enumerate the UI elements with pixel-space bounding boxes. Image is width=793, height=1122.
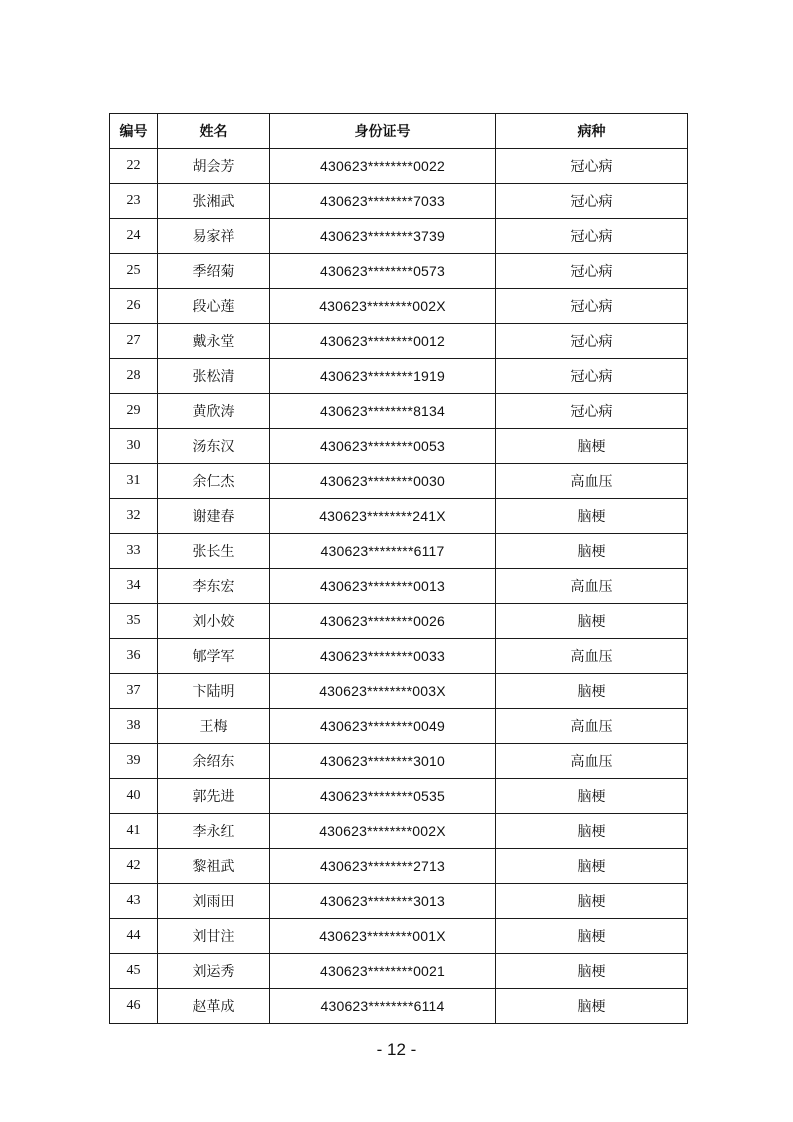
row-disease: 冠心病	[496, 394, 688, 429]
row-disease: 脑梗	[496, 674, 688, 709]
table-row	[110, 954, 688, 989]
row-id-number: 430623********0013	[270, 569, 496, 604]
row-number: 43	[110, 884, 158, 919]
table-row	[110, 814, 688, 849]
row-name: 郭先进	[158, 779, 270, 814]
row-id-number: 430623********002X	[270, 289, 496, 324]
row-number: 28	[110, 359, 158, 394]
table-header-row	[110, 114, 688, 149]
row-name: 刘雨田	[158, 884, 270, 919]
row-id-number: 430623********2713	[270, 849, 496, 884]
row-disease: 冠心病	[496, 359, 688, 394]
roster-table	[109, 113, 688, 1024]
row-disease: 高血压	[496, 464, 688, 499]
row-name: 郇学军	[158, 639, 270, 674]
row-id-number: 430623********001X	[270, 919, 496, 954]
table-row	[110, 394, 688, 429]
table-row	[110, 464, 688, 499]
table-row	[110, 989, 688, 1024]
row-number: 38	[110, 709, 158, 744]
table-row	[110, 324, 688, 359]
row-name: 段心莲	[158, 289, 270, 324]
row-disease: 脑梗	[496, 779, 688, 814]
table-row	[110, 149, 688, 184]
row-name: 黎祖武	[158, 849, 270, 884]
row-number: 29	[110, 394, 158, 429]
table-row	[110, 604, 688, 639]
row-number: 40	[110, 779, 158, 814]
row-id-number: 430623********241X	[270, 499, 496, 534]
row-name: 卞陆明	[158, 674, 270, 709]
table-row	[110, 674, 688, 709]
row-id-number: 430623********7033	[270, 184, 496, 219]
header-id-number: 身份证号	[270, 114, 496, 149]
row-name: 李东宏	[158, 569, 270, 604]
row-disease: 冠心病	[496, 149, 688, 184]
table-row	[110, 534, 688, 569]
row-name: 刘运秀	[158, 954, 270, 989]
row-disease: 冠心病	[496, 219, 688, 254]
row-id-number: 430623********0535	[270, 779, 496, 814]
row-number: 24	[110, 219, 158, 254]
row-number: 41	[110, 814, 158, 849]
row-id-number: 430623********0033	[270, 639, 496, 674]
row-id-number: 430623********002X	[270, 814, 496, 849]
row-name: 汤东汉	[158, 429, 270, 464]
row-disease: 冠心病	[496, 289, 688, 324]
table-row	[110, 429, 688, 464]
table-row	[110, 254, 688, 289]
row-name: 王梅	[158, 709, 270, 744]
row-name: 季绍菊	[158, 254, 270, 289]
row-number: 26	[110, 289, 158, 324]
row-number: 22	[110, 149, 158, 184]
table-row	[110, 639, 688, 674]
table-row	[110, 849, 688, 884]
row-id-number: 430623********8134	[270, 394, 496, 429]
row-id-number: 430623********6114	[270, 989, 496, 1024]
table-row	[110, 919, 688, 954]
table-row	[110, 219, 688, 254]
row-number: 33	[110, 534, 158, 569]
row-disease: 脑梗	[496, 884, 688, 919]
row-number: 34	[110, 569, 158, 604]
page-number: - 12 -	[376, 1040, 417, 1059]
table-row	[110, 884, 688, 919]
row-name: 戴永堂	[158, 324, 270, 359]
header-name: 姓名	[158, 114, 270, 149]
row-name: 谢建春	[158, 499, 270, 534]
row-disease: 脑梗	[496, 919, 688, 954]
row-id-number: 430623********0022	[270, 149, 496, 184]
row-name: 李永红	[158, 814, 270, 849]
row-disease: 冠心病	[496, 254, 688, 289]
row-disease: 脑梗	[496, 814, 688, 849]
row-disease: 脑梗	[496, 429, 688, 464]
table-body	[110, 149, 688, 1024]
table-row	[110, 569, 688, 604]
row-id-number: 430623********0573	[270, 254, 496, 289]
row-id-number: 430623********0053	[270, 429, 496, 464]
table-row	[110, 779, 688, 814]
row-disease: 脑梗	[496, 604, 688, 639]
row-disease: 高血压	[496, 569, 688, 604]
row-disease: 冠心病	[496, 324, 688, 359]
table-row	[110, 499, 688, 534]
row-id-number: 430623********6117	[270, 534, 496, 569]
row-disease: 脑梗	[496, 534, 688, 569]
row-name: 张松清	[158, 359, 270, 394]
row-disease: 高血压	[496, 639, 688, 674]
table-row	[110, 709, 688, 744]
row-disease: 脑梗	[496, 499, 688, 534]
row-number: 32	[110, 499, 158, 534]
row-number: 27	[110, 324, 158, 359]
row-number: 37	[110, 674, 158, 709]
row-id-number: 430623********3010	[270, 744, 496, 779]
header-number: 编号	[110, 114, 158, 149]
row-number: 35	[110, 604, 158, 639]
row-name: 刘甘注	[158, 919, 270, 954]
row-name: 易家祥	[158, 219, 270, 254]
row-number: 25	[110, 254, 158, 289]
row-id-number: 430623********0030	[270, 464, 496, 499]
row-disease: 脑梗	[496, 989, 688, 1024]
row-id-number: 430623********0021	[270, 954, 496, 989]
row-name: 张湘武	[158, 184, 270, 219]
row-id-number: 430623********3739	[270, 219, 496, 254]
row-number: 31	[110, 464, 158, 499]
table-row	[110, 744, 688, 779]
row-id-number: 430623********0026	[270, 604, 496, 639]
row-number: 30	[110, 429, 158, 464]
row-disease: 脑梗	[496, 849, 688, 884]
row-name: 张长生	[158, 534, 270, 569]
row-id-number: 430623********3013	[270, 884, 496, 919]
row-id-number: 430623********003X	[270, 674, 496, 709]
row-name: 刘小姣	[158, 604, 270, 639]
row-number: 42	[110, 849, 158, 884]
row-number: 36	[110, 639, 158, 674]
row-disease: 高血压	[496, 744, 688, 779]
row-number: 23	[110, 184, 158, 219]
row-number: 45	[110, 954, 158, 989]
row-id-number: 430623********0049	[270, 709, 496, 744]
row-disease: 高血压	[496, 709, 688, 744]
header-disease: 病种	[496, 114, 688, 149]
table-row	[110, 359, 688, 394]
row-disease: 脑梗	[496, 954, 688, 989]
row-number: 39	[110, 744, 158, 779]
row-name: 余绍东	[158, 744, 270, 779]
row-name: 余仁杰	[158, 464, 270, 499]
table-row	[110, 289, 688, 324]
row-id-number: 430623********1919	[270, 359, 496, 394]
row-number: 44	[110, 919, 158, 954]
row-disease: 冠心病	[496, 184, 688, 219]
table-row	[110, 184, 688, 219]
row-name: 胡会芳	[158, 149, 270, 184]
row-name: 黄欣涛	[158, 394, 270, 429]
row-name: 赵革成	[158, 989, 270, 1024]
row-id-number: 430623********0012	[270, 324, 496, 359]
row-number: 46	[110, 989, 158, 1024]
